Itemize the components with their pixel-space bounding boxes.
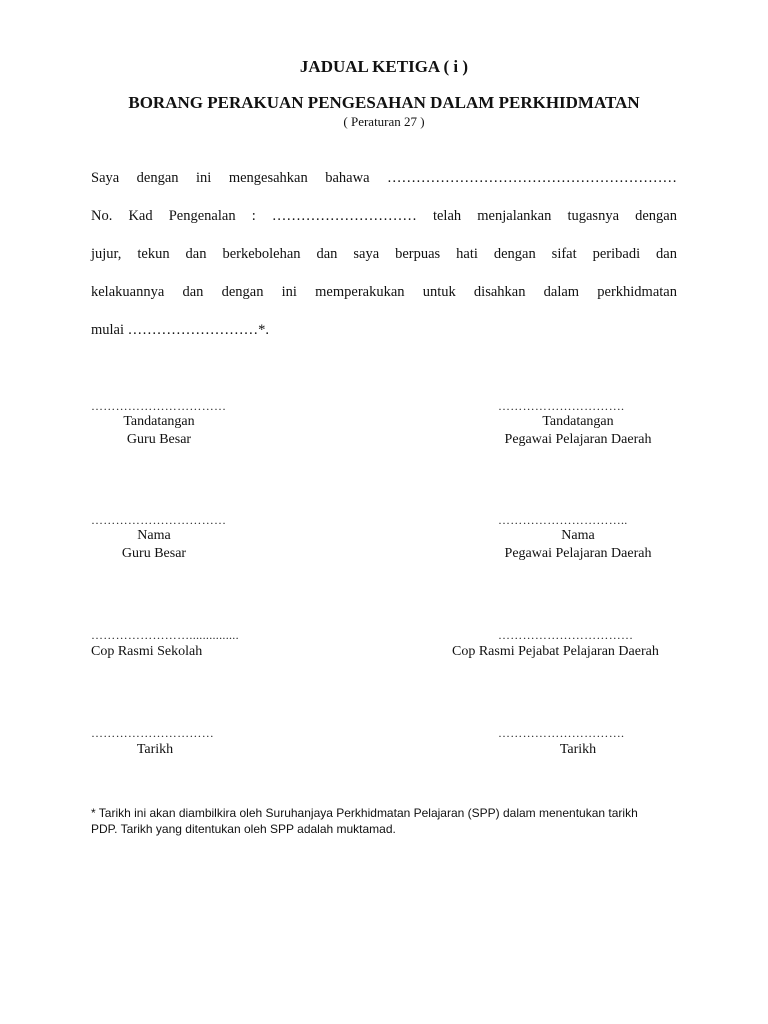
- role-headmaster-left-1: Guru Besar: [126, 432, 192, 447]
- date-field-right[interactable]: ………………………….: [498, 726, 625, 740]
- role-district-officer-2: Pegawai Pelajaran Daerah: [504, 546, 652, 561]
- certification-line-4: kelakuannya dan dengan ini memperakukan untuk disahkan dalam perkhidmatan: [91, 284, 677, 300]
- district-office-stamp-field[interactable]: ……………………………: [498, 628, 634, 642]
- signature-label-right: Tandatangan: [542, 414, 614, 429]
- document-title: JADUAL KETIGA ( i ): [299, 57, 469, 76]
- certification-line-3: jujur, tekun dan berkebolehan dan saya berpuas hati dengan sifat peribadi dan: [91, 246, 677, 262]
- certification-line-1: Saya dengan ini mengesahkan bahawa ……………………………………………………: [91, 170, 677, 186]
- name-field-district-officer[interactable]: …………………………..: [498, 513, 628, 527]
- certification-line-5: mulai ………………………*.: [91, 322, 270, 338]
- footnote: [91, 805, 681, 837]
- name-label-left: Nama: [137, 528, 171, 543]
- form-title: BORANG PERAKUAN PENGESAHAN DALAM PERKHIDMATAN: [128, 93, 640, 112]
- name-label-right: Nama: [561, 528, 595, 543]
- school-stamp-label: Cop Rasmi Sekolah: [91, 644, 203, 659]
- name-field-headmaster[interactable]: ……………………………: [91, 513, 227, 527]
- date-label-left: Tarikh: [136, 742, 174, 757]
- certification-line-2: No. Kad Pengenalan : ………………………… telah menjalankan tugasnya dengan: [91, 208, 677, 224]
- role-headmaster-left-2: Guru Besar: [121, 546, 187, 561]
- date-field-left[interactable]: …………………………: [91, 726, 214, 740]
- footnote-line-2: PDP. Tarikh yang ditentukan oleh SPP adalah muktamad.: [91, 822, 396, 836]
- role-district-officer-1: Pegawai Pelajaran Daerah: [504, 432, 652, 447]
- district-office-stamp-label: Cop Rasmi Pejabat Pelajaran Daerah: [452, 644, 659, 659]
- signature-field-headmaster[interactable]: ……………………………: [91, 399, 227, 413]
- signature-label-left: Tandatangan: [123, 414, 195, 429]
- footnote-line-1: * Tarikh ini akan diambilkira oleh Suruhanjaya Perkhidmatan Pelajaran (SPP) dalam menentukan tarikh: [91, 806, 638, 820]
- date-label-right: Tarikh: [559, 742, 597, 757]
- school-stamp-field[interactable]: ……………………...............: [91, 628, 239, 642]
- signature-field-district-officer[interactable]: ………………………….: [498, 399, 625, 413]
- regulation-reference: ( Peraturan 27 ): [343, 114, 425, 129]
